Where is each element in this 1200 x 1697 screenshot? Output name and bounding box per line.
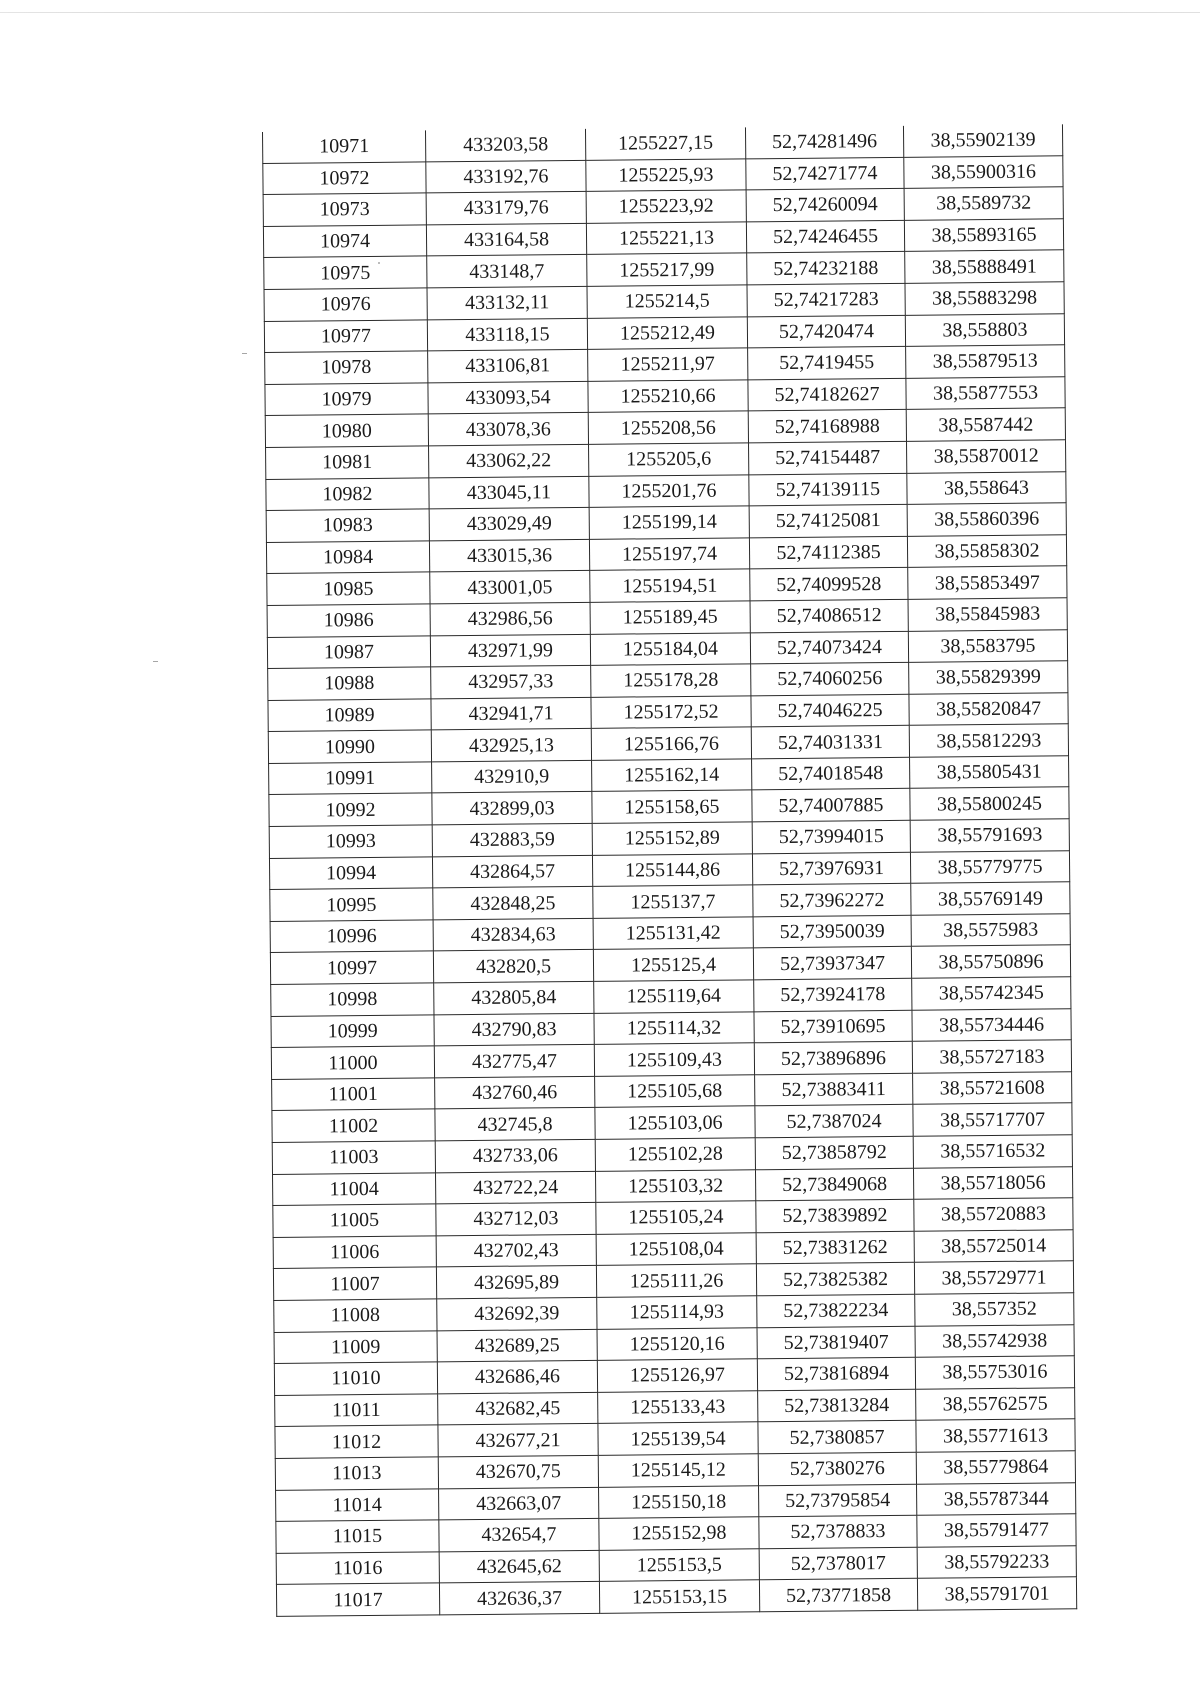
y-coordinate-cell: 1255158,65 (592, 790, 752, 823)
y-coordinate-cell: 1255137,7 (593, 885, 753, 918)
point-number-cell: 11003 (272, 1141, 435, 1174)
point-number-cell: 11005 (273, 1204, 436, 1237)
point-number-cell: 10990 (268, 730, 431, 763)
x-coordinate-cell: 433203,58 (425, 129, 585, 162)
x-coordinate-cell: 432702,43 (436, 1234, 596, 1267)
y-coordinate-cell: 1255120,16 (597, 1327, 757, 1360)
y-coordinate-cell: 1255105,68 (595, 1075, 755, 1108)
y-coordinate-cell: 1255139,54 (598, 1422, 758, 1455)
x-coordinate-cell: 433015,36 (429, 539, 589, 572)
x-coordinate-cell: 432820,5 (433, 950, 593, 983)
y-coordinate-cell: 1255133,43 (598, 1391, 758, 1424)
latitude-cell: 52,73962272 (753, 884, 911, 917)
longitude-cell: 38,55779864 (916, 1451, 1075, 1484)
longitude-cell: 38,55858302 (907, 535, 1066, 568)
y-coordinate-cell: 1255153,15 (599, 1580, 759, 1613)
latitude-cell: 52,73924178 (754, 978, 912, 1011)
longitude-cell: 38,55742345 (912, 977, 1071, 1010)
longitude-cell: 38,55888491 (905, 250, 1064, 283)
latitude-cell: 52,73825382 (756, 1263, 914, 1296)
latitude-cell: 52,74007885 (752, 789, 910, 822)
latitude-cell: 52,73896896 (754, 1042, 912, 1075)
x-coordinate-cell: 432636,37 (439, 1582, 599, 1615)
x-coordinate-cell: 432745,8 (435, 1108, 595, 1141)
latitude-cell: 52,73994015 (752, 820, 910, 853)
point-number-cell: 10976 (264, 288, 427, 321)
y-coordinate-cell: 1255125,4 (593, 948, 753, 981)
y-coordinate-cell: 1255199,14 (589, 506, 749, 539)
longitude-cell: 38,55753016 (915, 1356, 1074, 1389)
x-coordinate-cell: 432692,39 (437, 1297, 597, 1330)
x-coordinate-cell: 432883,59 (432, 823, 592, 856)
y-coordinate-cell: 1255221,13 (586, 222, 746, 255)
x-coordinate-cell: 433078,36 (428, 413, 588, 446)
point-number-cell: 11004 (273, 1172, 436, 1205)
longitude-cell: 38,55716532 (913, 1135, 1072, 1168)
x-coordinate-cell: 432695,89 (436, 1266, 596, 1299)
x-coordinate-cell: 432986,56 (430, 602, 590, 635)
scan-speck (153, 661, 158, 662)
longitude-cell: 38,55893165 (904, 219, 1063, 252)
latitude-cell: 52,7378017 (759, 1547, 917, 1580)
coordinates-table-container (262, 124, 1077, 1617)
longitude-cell: 38,55845983 (908, 598, 1067, 631)
y-coordinate-cell: 1255108,04 (596, 1233, 756, 1266)
longitude-cell: 38,55734446 (912, 1008, 1071, 1041)
y-coordinate-cell: 1255144,86 (592, 853, 752, 886)
point-number-cell: 11009 (274, 1330, 437, 1363)
y-coordinate-cell: 1255214,5 (587, 285, 747, 318)
y-coordinate-cell: 1255102,28 (595, 1138, 755, 1171)
point-number-cell: 11017 (276, 1583, 439, 1616)
latitude-cell: 52,73813284 (758, 1389, 916, 1422)
y-coordinate-cell: 1255210,66 (588, 380, 748, 413)
point-number-cell: 10995 (270, 888, 433, 921)
latitude-cell: 52,74154487 (749, 441, 907, 474)
latitude-cell: 52,73858792 (755, 1136, 913, 1169)
longitude-cell: 38,5583795 (908, 629, 1067, 662)
point-number-cell: 11002 (272, 1109, 435, 1142)
x-coordinate-cell: 433029,49 (429, 508, 589, 541)
latitude-cell: 52,74232188 (747, 252, 905, 285)
point-number-cell: 11008 (274, 1299, 437, 1332)
x-coordinate-cell: 433062,22 (429, 444, 589, 477)
y-coordinate-cell: 1255126,97 (597, 1359, 757, 1392)
latitude-cell: 52,7387024 (755, 1105, 913, 1138)
latitude-cell: 52,74112385 (749, 536, 907, 569)
longitude-cell: 38,55812293 (909, 724, 1068, 757)
y-coordinate-cell: 1255150,18 (599, 1485, 759, 1518)
y-coordinate-cell: 1255105,24 (596, 1201, 756, 1234)
latitude-cell: 52,74060256 (751, 662, 909, 695)
point-number-cell: 11000 (271, 1046, 434, 1079)
longitude-cell: 38,55720883 (914, 1198, 1073, 1231)
longitude-cell: 38,5575983 (911, 914, 1070, 947)
longitude-cell: 38,55870012 (906, 440, 1065, 473)
point-number-cell: 10979 (265, 383, 428, 416)
y-coordinate-cell: 1255114,32 (594, 1011, 754, 1044)
point-number-cell: 10987 (267, 635, 430, 668)
longitude-cell: 38,558803 (905, 313, 1064, 346)
point-number-cell: 10984 (266, 541, 429, 574)
y-coordinate-cell: 1255189,45 (590, 601, 750, 634)
latitude-cell: 52,7380276 (758, 1452, 916, 1485)
x-coordinate-cell: 432712,03 (436, 1203, 596, 1236)
latitude-cell: 52,74260094 (746, 189, 904, 222)
x-coordinate-cell: 432722,24 (435, 1171, 595, 1204)
x-coordinate-cell: 432864,57 (432, 855, 592, 888)
x-coordinate-cell: 432733,06 (435, 1139, 595, 1172)
y-coordinate-cell: 1255208,56 (588, 411, 748, 444)
latitude-cell: 52,74125081 (749, 504, 907, 537)
latitude-cell: 52,73839892 (756, 1199, 914, 1232)
y-coordinate-cell: 1255205,6 (589, 443, 749, 476)
latitude-cell: 52,74139115 (749, 473, 907, 506)
point-number-cell: 11014 (276, 1488, 439, 1521)
x-coordinate-cell: 432775,47 (434, 1045, 594, 1078)
point-number-cell: 11016 (276, 1552, 439, 1585)
point-number-cell: 10974 (263, 225, 426, 258)
x-coordinate-cell: 433148,7 (427, 255, 587, 288)
latitude-cell: 52,73849068 (755, 1168, 913, 1201)
y-coordinate-cell: 1255103,06 (595, 1106, 755, 1139)
x-coordinate-cell: 432654,7 (439, 1518, 599, 1551)
y-coordinate-cell: 1255172,52 (591, 696, 751, 729)
latitude-cell: 52,73950039 (753, 915, 911, 948)
latitude-cell: 52,74073424 (750, 631, 908, 664)
y-coordinate-cell: 1255111,26 (596, 1264, 756, 1297)
x-coordinate-cell: 433164,58 (426, 223, 586, 256)
longitude-cell: 38,55718056 (913, 1166, 1072, 1199)
latitude-cell: 52,73771858 (759, 1579, 917, 1612)
longitude-cell: 38,558643 (907, 471, 1066, 504)
latitude-cell: 52,7378833 (759, 1515, 917, 1548)
x-coordinate-cell: 432925,13 (431, 729, 591, 762)
latitude-cell: 52,73831262 (756, 1231, 914, 1264)
latitude-cell: 52,74281496 (745, 126, 903, 159)
latitude-cell: 52,74271774 (746, 157, 904, 190)
point-number-cell: 11006 (273, 1236, 436, 1269)
longitude-cell: 38,55791693 (910, 819, 1069, 852)
x-coordinate-cell: 432682,45 (438, 1392, 598, 1425)
y-coordinate-cell: 1255197,74 (589, 538, 749, 571)
point-number-cell: 10971 (262, 130, 425, 163)
longitude-cell: 38,55902139 (903, 124, 1062, 157)
latitude-cell: 52,74217283 (747, 283, 905, 316)
latitude-cell: 52,73976931 (752, 852, 910, 885)
point-number-cell: 10985 (267, 572, 430, 605)
point-number-cell: 10972 (263, 162, 426, 195)
y-coordinate-cell: 1255152,98 (599, 1517, 759, 1550)
y-coordinate-cell: 1255211,97 (588, 348, 748, 381)
x-coordinate-cell: 432834,63 (433, 918, 593, 951)
longitude-cell: 38,55792233 (917, 1545, 1076, 1578)
longitude-cell: 38,55900316 (904, 155, 1063, 188)
longitude-cell: 38,55779775 (910, 850, 1069, 883)
point-number-cell: 10977 (264, 319, 427, 352)
point-number-cell: 11013 (275, 1457, 438, 1490)
latitude-cell: 52,7380857 (758, 1421, 916, 1454)
longitude-cell: 38,5589732 (904, 187, 1063, 220)
point-number-cell: 10983 (266, 509, 429, 542)
longitude-cell: 38,55805431 (910, 756, 1069, 789)
y-coordinate-cell: 1255184,04 (590, 632, 750, 665)
x-coordinate-cell: 433093,54 (428, 381, 588, 414)
longitude-cell: 38,55800245 (910, 787, 1069, 820)
x-coordinate-cell: 432760,46 (435, 1076, 595, 1109)
x-coordinate-cell: 432677,21 (438, 1424, 598, 1457)
latitude-cell: 52,73822234 (757, 1294, 915, 1327)
x-coordinate-cell: 432663,07 (439, 1487, 599, 1520)
x-coordinate-cell: 433118,15 (427, 318, 587, 351)
y-coordinate-cell: 1255166,76 (591, 727, 751, 760)
latitude-cell: 52,74086512 (750, 599, 908, 632)
x-coordinate-cell: 432686,46 (437, 1360, 597, 1393)
latitude-cell: 52,74168988 (748, 410, 906, 443)
longitude-cell: 38,55791701 (917, 1577, 1076, 1610)
longitude-cell: 38,55717707 (913, 1103, 1072, 1136)
point-number-cell: 10978 (265, 351, 428, 384)
point-number-cell: 10982 (266, 477, 429, 510)
y-coordinate-cell: 1255201,76 (589, 474, 749, 507)
point-number-cell: 11011 (275, 1394, 438, 1427)
longitude-cell: 38,55771613 (916, 1419, 1075, 1452)
x-coordinate-cell: 432689,25 (437, 1329, 597, 1362)
x-coordinate-cell: 432848,25 (433, 887, 593, 920)
longitude-cell: 38,55762575 (916, 1388, 1075, 1421)
y-coordinate-cell: 1255217,99 (587, 253, 747, 286)
y-coordinate-cell: 1255153,5 (599, 1549, 759, 1582)
point-number-cell: 10991 (269, 762, 432, 795)
x-coordinate-cell: 432910,9 (432, 760, 592, 793)
latitude-cell: 52,74246455 (746, 220, 904, 253)
x-coordinate-cell: 432670,75 (438, 1455, 598, 1488)
y-coordinate-cell: 1255225,93 (586, 158, 746, 191)
longitude-cell: 38,55750896 (911, 945, 1070, 978)
longitude-cell: 38,55883298 (905, 282, 1064, 315)
y-coordinate-cell: 1255212,49 (587, 316, 747, 349)
longitude-cell: 38,55829399 (909, 661, 1068, 694)
point-number-cell: 11015 (276, 1520, 439, 1553)
latitude-cell: 52,74018548 (752, 757, 910, 790)
point-number-cell: 10997 (270, 951, 433, 984)
x-coordinate-cell: 432790,83 (434, 1013, 594, 1046)
point-number-cell: 10996 (270, 920, 433, 953)
coordinates-table-body (262, 124, 1076, 1616)
longitude-cell: 38,55729771 (914, 1261, 1073, 1294)
point-number-cell: 10998 (271, 983, 434, 1016)
latitude-cell: 52,73883411 (755, 1073, 913, 1106)
point-number-cell: 10980 (265, 414, 428, 447)
y-coordinate-cell: 1255145,12 (598, 1454, 758, 1487)
longitude-cell: 38,557352 (915, 1293, 1074, 1326)
x-coordinate-cell: 432957,33 (431, 665, 591, 698)
point-number-cell: 11012 (275, 1425, 438, 1458)
longitude-cell: 38,55879513 (906, 345, 1065, 378)
latitude-cell: 52,7420474 (747, 315, 905, 348)
y-coordinate-cell: 1255227,15 (585, 127, 745, 160)
point-number-cell: 10994 (269, 857, 432, 890)
x-coordinate-cell: 432645,62 (439, 1550, 599, 1583)
point-number-cell: 10999 (271, 1015, 434, 1048)
point-number-cell: 11001 (272, 1078, 435, 1111)
latitude-cell: 52,73795854 (759, 1484, 917, 1517)
point-number-cell: 11010 (274, 1362, 437, 1395)
longitude-cell: 38,5587442 (906, 408, 1065, 441)
scan-top-edge (0, 12, 1200, 13)
y-coordinate-cell: 1255109,43 (594, 1043, 754, 1076)
point-number-cell: 10986 (267, 604, 430, 637)
x-coordinate-cell: 432805,84 (434, 981, 594, 1014)
point-number-cell: 10989 (268, 699, 431, 732)
longitude-cell: 38,55820847 (909, 692, 1068, 725)
point-number-cell: 10993 (269, 825, 432, 858)
longitude-cell: 38,55787344 (917, 1482, 1076, 1515)
point-number-cell: 10973 (263, 193, 426, 226)
y-coordinate-cell: 1255131,42 (593, 917, 753, 950)
longitude-cell: 38,55791477 (917, 1514, 1076, 1547)
y-coordinate-cell: 1255119,64 (594, 980, 754, 1013)
longitude-cell: 38,55877553 (906, 377, 1065, 410)
latitude-cell: 52,74031331 (751, 726, 909, 759)
longitude-cell: 38,55721608 (913, 1072, 1072, 1105)
longitude-cell: 38,55727183 (912, 1040, 1071, 1073)
x-coordinate-cell: 432899,03 (432, 792, 592, 825)
y-coordinate-cell: 1255178,28 (591, 664, 751, 697)
scan-speck (242, 353, 247, 354)
latitude-cell: 52,73910695 (754, 1010, 912, 1043)
y-coordinate-cell: 1255223,92 (586, 190, 746, 223)
y-coordinate-cell: 1255194,51 (590, 569, 750, 602)
longitude-cell: 38,55860396 (907, 503, 1066, 536)
point-number-cell: 10992 (269, 793, 432, 826)
point-number-cell: 10981 (266, 446, 429, 479)
latitude-cell: 52,73937347 (753, 947, 911, 980)
longitude-cell: 38,55769149 (911, 882, 1070, 915)
point-number-cell: 10975 (264, 256, 427, 289)
x-coordinate-cell: 433132,11 (427, 286, 587, 319)
latitude-cell: 52,74046225 (751, 694, 909, 727)
y-coordinate-cell: 1255103,32 (595, 1169, 755, 1202)
point-number-cell: 11007 (273, 1267, 436, 1300)
x-coordinate-cell: 433192,76 (426, 160, 586, 193)
longitude-cell: 38,55853497 (908, 566, 1067, 599)
point-number-cell: 10988 (268, 667, 431, 700)
latitude-cell: 52,7419455 (748, 346, 906, 379)
x-coordinate-cell: 433045,11 (429, 476, 589, 509)
y-coordinate-cell: 1255152,89 (592, 822, 752, 855)
x-coordinate-cell: 432941,71 (431, 697, 591, 730)
latitude-cell: 52,73819407 (757, 1326, 915, 1359)
latitude-cell: 52,74099528 (750, 568, 908, 601)
coordinates-table (262, 124, 1077, 1617)
x-coordinate-cell: 432971,99 (430, 634, 590, 667)
x-coordinate-cell: 433179,76 (426, 192, 586, 225)
latitude-cell: 52,73816894 (757, 1357, 915, 1390)
x-coordinate-cell: 433001,05 (430, 571, 590, 604)
table-row (276, 1577, 1076, 1616)
longitude-cell: 38,55725014 (914, 1230, 1073, 1263)
x-coordinate-cell: 433106,81 (428, 350, 588, 383)
longitude-cell: 38,55742938 (915, 1324, 1074, 1357)
y-coordinate-cell: 1255162,14 (592, 759, 752, 792)
y-coordinate-cell: 1255114,93 (597, 1296, 757, 1329)
latitude-cell: 52,74182627 (748, 378, 906, 411)
